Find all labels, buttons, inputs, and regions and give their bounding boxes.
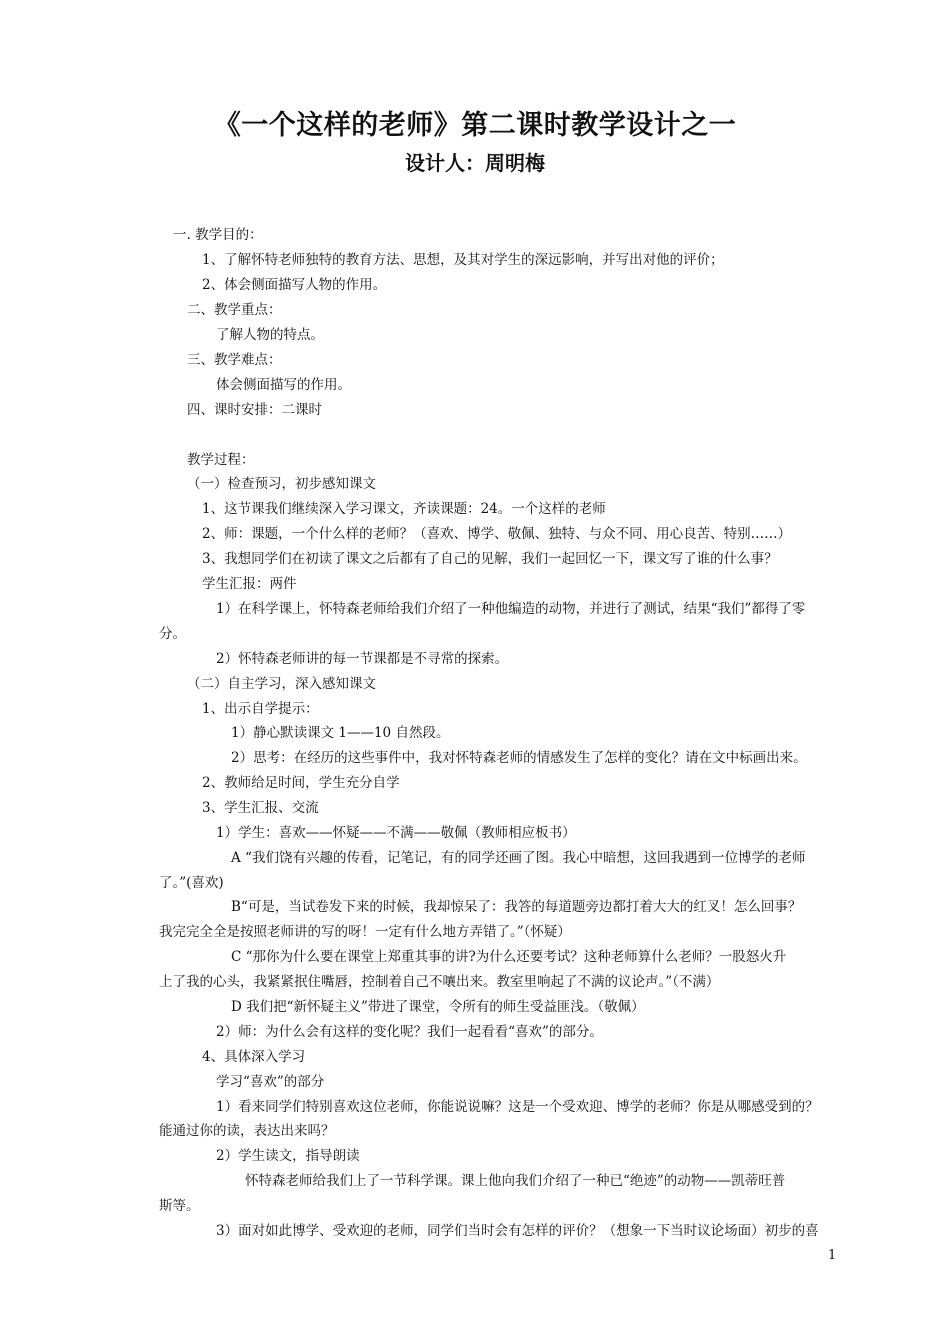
text-line: 3）面对如此博学、受欢迎的老师，同学们当时会有怎样的评价？（想象一下当时议论场面）初步的喜: [216, 1223, 819, 1239]
text-line: 2）学生读文，指导朗读: [216, 1148, 360, 1164]
text-line: 2、教师给足时间，学生充分自学: [202, 775, 400, 791]
text-line: 1、出示自学提示：: [202, 701, 319, 717]
text-line: 2、体会侧面描写人物的作用。: [202, 277, 387, 293]
text-line: 怀特森老师给我们上了一节科学课。课上他向我们介绍了一种已“绝迹”的动物——凯蒂旺普: [245, 1173, 786, 1189]
subsection-heading: （二）自主学习，深入感知课文: [187, 676, 376, 692]
section-heading: 四、课时安排：二课时: [187, 402, 322, 418]
text-line: C “那你为什么要在课堂上郑重其事的讲?为什么还要考试？这种老师算什么老师？一股怒火升: [231, 949, 787, 965]
subsection-heading: （一）检查预习，初步感知课文: [187, 476, 376, 492]
text-line: B“可是，当试卷发下来的时候，我却惊呆了：我答的每道题旁边都打着大大的红叉！怎么回事？: [231, 899, 802, 915]
text-line: 2）师：为什么会有这样的变化呢？我们一起看看“喜欢”的部分。: [216, 1024, 603, 1040]
text-line: 2）思考：在经历的这些事件中，我对怀特森老师的情感发生了怎样的变化？请在文中标画出来。: [231, 750, 807, 766]
text-line: 1、了解怀特老师独特的教育方法、思想，及其对学生的深远影响，并写出对他的评价；: [202, 252, 724, 268]
text-line: 能通过你的读，表达出来吗？: [159, 1123, 335, 1139]
section-heading: 一. 教学目的：: [173, 227, 263, 243]
text-line: 分。: [159, 626, 186, 642]
text-line: 2）怀特森老师讲的每一节课都是不寻常的探索。: [216, 651, 509, 667]
text-line: 1）静心默读课文 1——10 自然段。: [231, 725, 450, 741]
text-line: 3、学生汇报、交流: [202, 800, 319, 816]
text-line: A “我们饶有兴趣的传看，记笔记，有的同学还画了图。我心中暗想，这回我遇到一位博学的老师: [231, 850, 806, 866]
text-line: 学习“喜欢”的部分: [216, 1074, 325, 1090]
text-line: 斯等。: [159, 1198, 200, 1214]
text-line: 3、我想同学们在初读了课文之后都有了自己的见解，我们一起回忆一下，课文写了谁的什么事？: [202, 551, 778, 567]
text-line: 我完完全全是按照老师讲的写的呀！一定有什么地方弄错了。”（怀疑）: [159, 924, 571, 940]
text-line: 4、具体深入学习: [202, 1049, 306, 1065]
text-line: 1）学生：喜欢——怀疑——不满——敬佩（教师相应板书）: [216, 825, 576, 841]
text-line: D 我们把“新怀疑主义”带进了课堂，令所有的师生受益匪浅。（敬佩）: [231, 999, 645, 1015]
text-line: 上了我的心头，我紧紧抿住嘴唇，控制着自己不嚷出来。教室里响起了不满的议论声。”（不满）: [159, 974, 720, 990]
section-heading: 三、教学难点：: [187, 352, 282, 368]
text-line: 了解人物的特点。: [216, 327, 324, 343]
document-title: 《一个这样的老师》第二课时教学设计之一: [213, 110, 737, 141]
text-line: 1）在科学课上，怀特森老师给我们介绍了一种他编造的动物，并进行了测试，结果“我们”都得了零: [216, 601, 806, 617]
page-number: 1: [828, 1248, 837, 1263]
section-heading: 教学过程：: [187, 452, 255, 468]
text-line: 2、师：课题，一个什么样的老师？（喜欢、博学、敬佩、独特、与众不同、用心良苦、特别……）: [202, 526, 792, 542]
text-line: 体会侧面描写的作用。: [216, 377, 351, 393]
document-author: 设计人：周明梅: [405, 151, 545, 175]
text-line: 1）看来同学们特别喜欢这位老师，你能说说嘛？这是一个受欢迎、博学的老师？你是从哪感受到的？: [216, 1099, 819, 1115]
section-heading: 二、教学重点：: [187, 302, 282, 318]
text-line: 学生汇报：两件: [202, 576, 297, 592]
text-line: 了。”(喜欢): [159, 875, 224, 891]
text-line: 1、这节课我们继续深入学习课文，齐读课题：24。一个这样的老师: [202, 501, 606, 517]
